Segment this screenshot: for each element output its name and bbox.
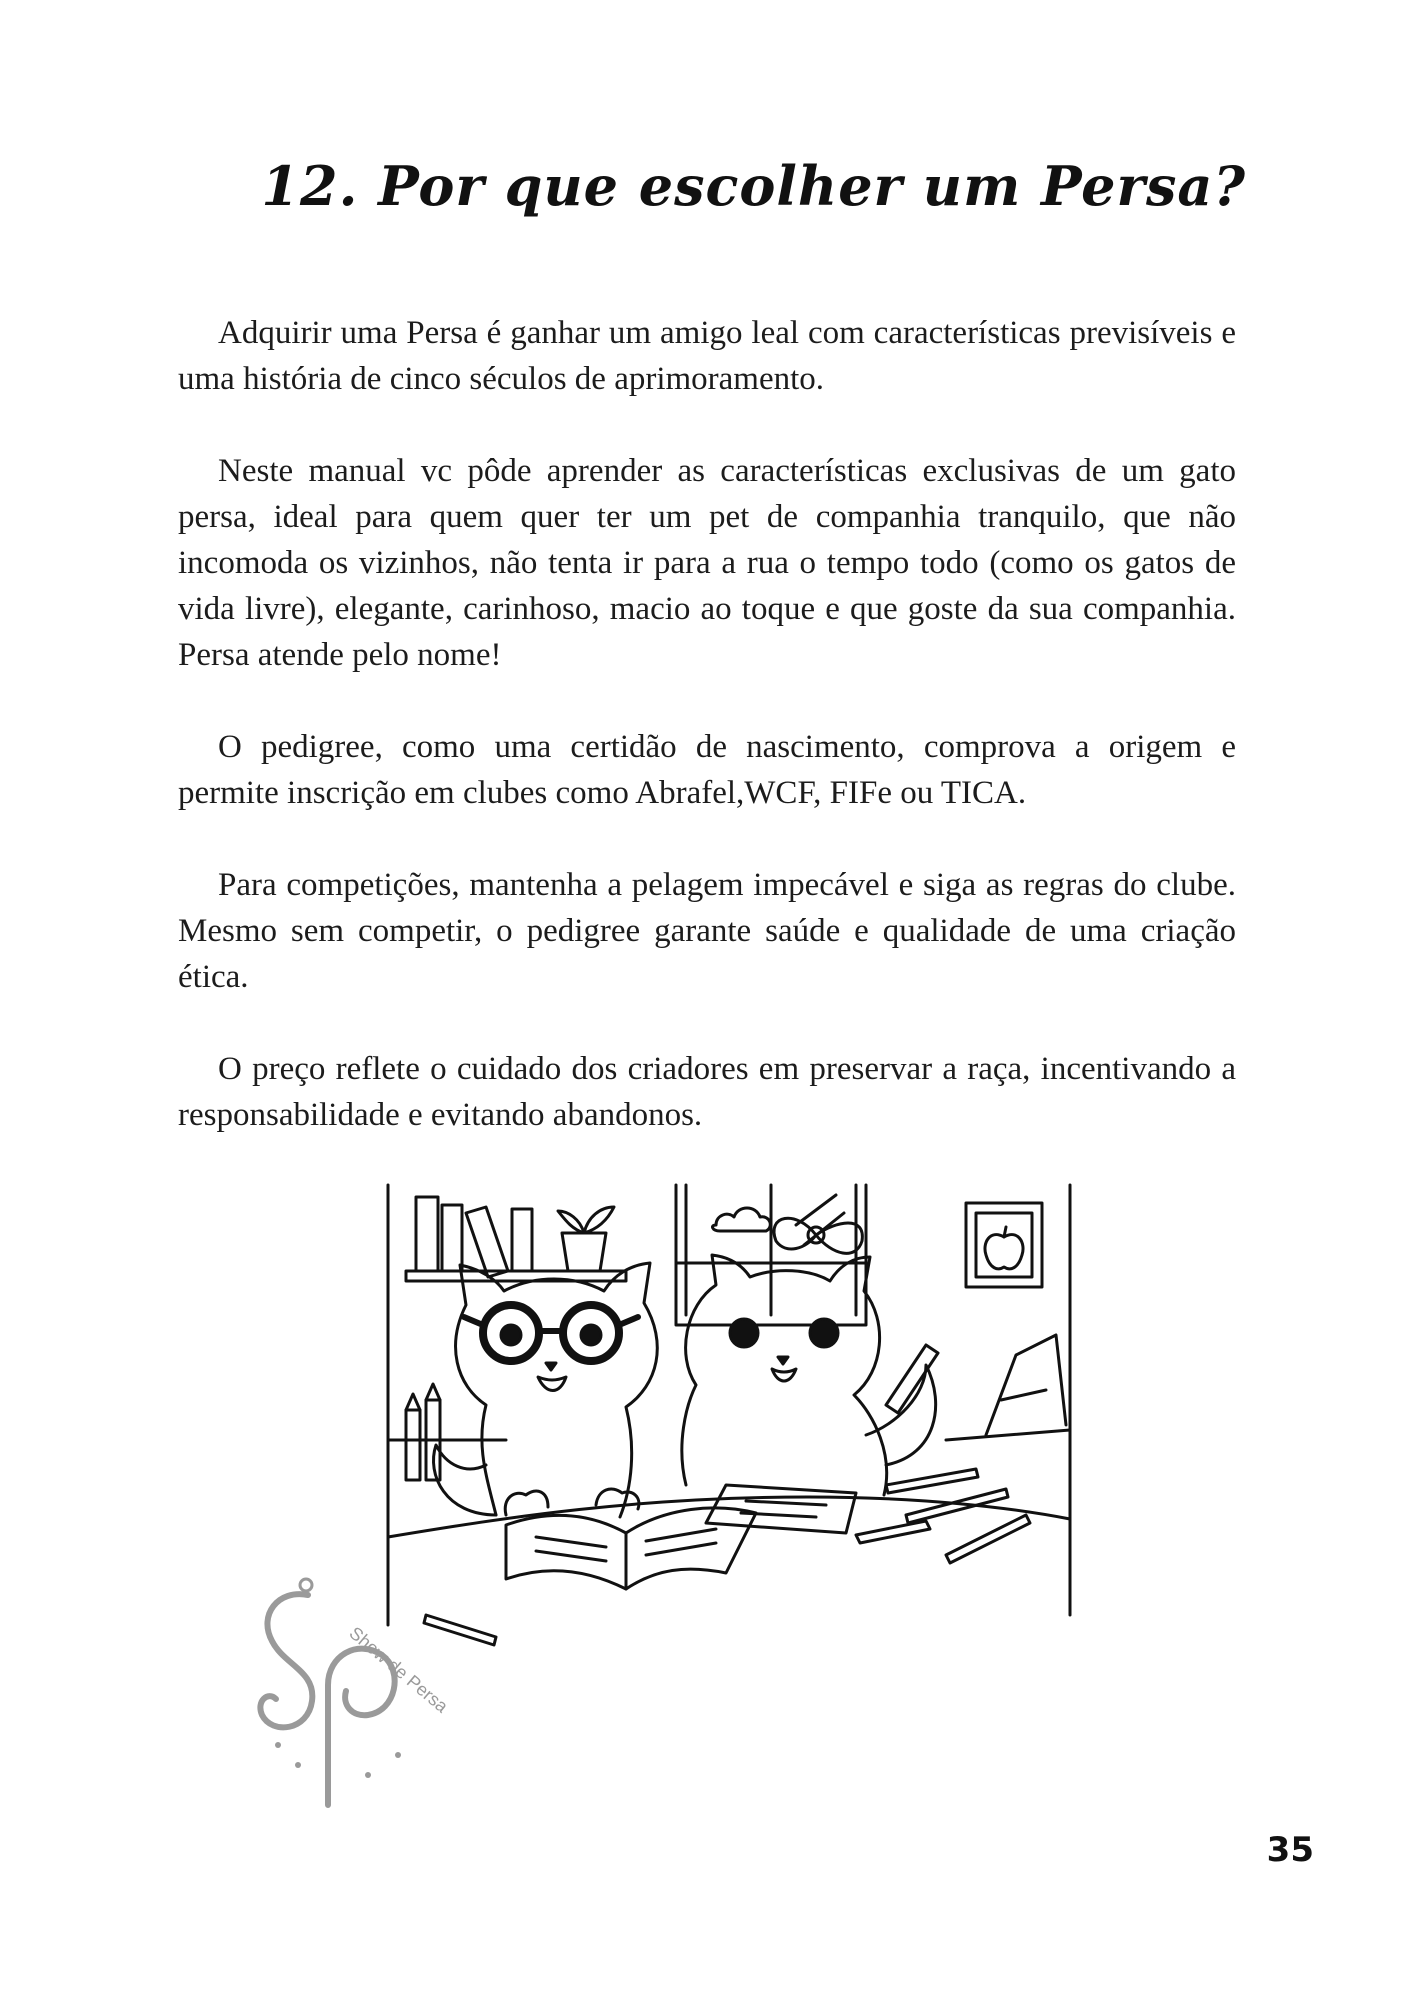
bookshelf xyxy=(406,1197,626,1281)
logo-text: Show de Persa xyxy=(345,1622,452,1717)
kittens-studying-illustration xyxy=(386,1185,1072,1630)
paragraph-intro: Adquirir uma Persa é ganhar um amigo leal com características previsíveis e uma história de cinco séculos de aprimoramento. xyxy=(178,315,1236,397)
paragraph-pedigree: O pedigree, como uma certidão de nascimento, comprova a origem e permite inscrição em clubes como Abrafel,WCF, FIFe ou TICA. xyxy=(178,729,1236,811)
show-de-persa-logo xyxy=(238,1575,452,1815)
page-number: 35 xyxy=(1266,1830,1314,1870)
open-book xyxy=(506,1508,756,1589)
kitten-with-glasses xyxy=(434,1263,658,1517)
paragraph-competitions: Para competições, mantenha a pelagem impecável e siga as regras do clube. Mesmo sem competir, o pedigree garante saúde e qualidade de uma criação ética. xyxy=(178,867,1236,995)
page-title: 12. Por que escolher um Persa? xyxy=(261,154,1246,219)
body-text xyxy=(178,310,1236,1184)
window xyxy=(676,1185,866,1325)
paragraph-characteristics: Neste manual vc pôde aprender as características exclusivas de um gato persa, ideal para quem quer ter um pet de companhia tranquilo, que não incomoda os vizinhos, não tenta ir para a rua o tempo todo (como os gatos de vida livre), elegante, carinhoso, macio ao toque e que goste da sua companhia. Persa atende pelo nome! xyxy=(178,453,1236,673)
kitten-with-bow xyxy=(682,1218,938,1495)
paragraph-price: O preço reflete o cuidado dos criadores em preservar a raça, incentivando a responsabilidade e evitando abandonos. xyxy=(178,1051,1236,1133)
pencils xyxy=(424,1469,1030,1645)
apple-picture xyxy=(966,1203,1042,1287)
